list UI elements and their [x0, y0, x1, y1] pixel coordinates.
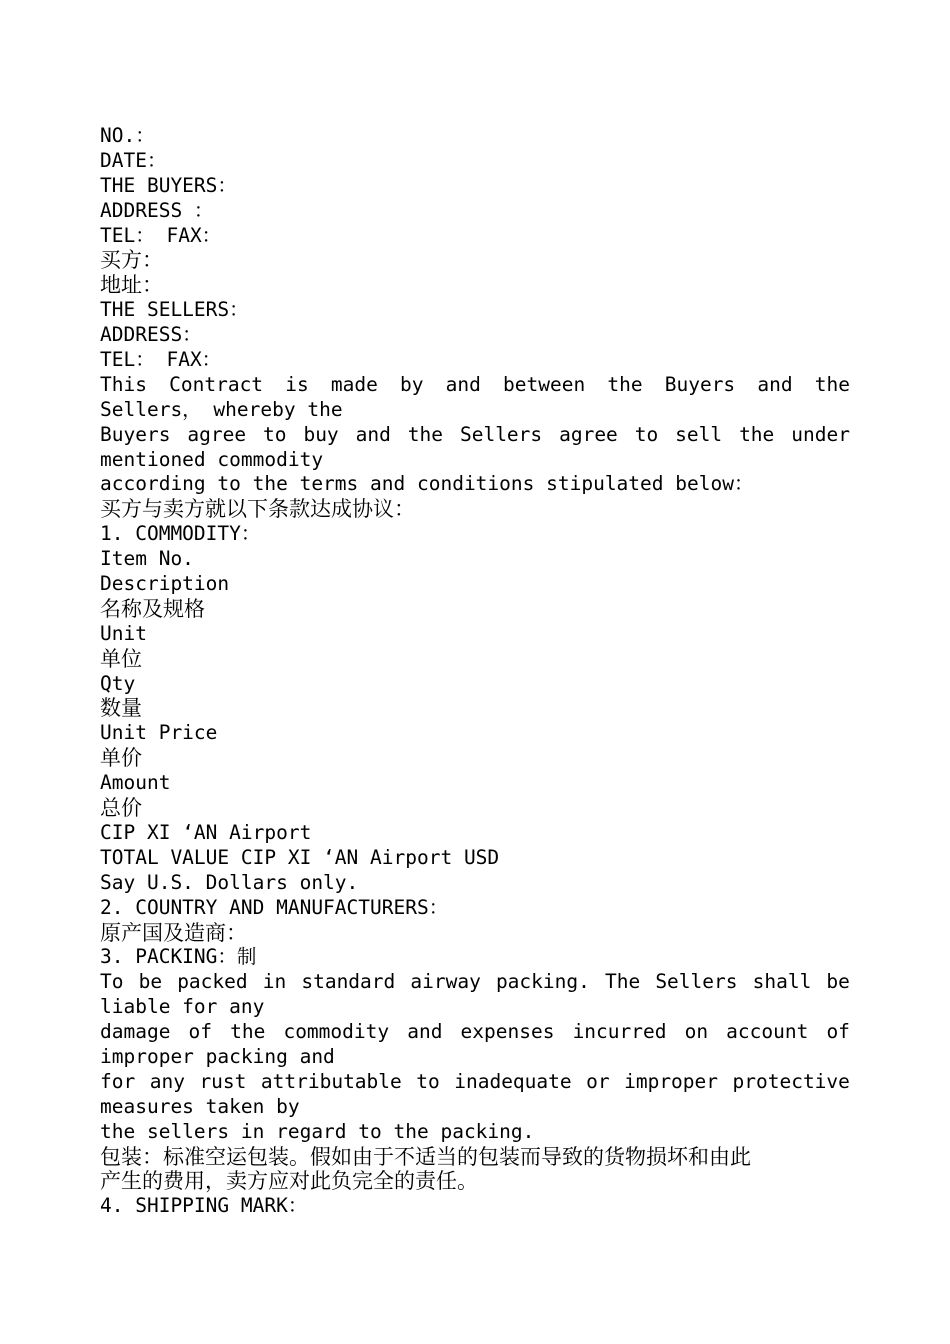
justified-word: Buyers — [664, 372, 736, 396]
justified-word: be — [138, 970, 163, 994]
commodity-heading: 1. COMMODITY： — [100, 522, 261, 546]
justified-word: made — [330, 372, 378, 396]
justified-word: commodity — [283, 1020, 390, 1044]
sellers-tel-fax: TEL： FAX： — [100, 348, 222, 372]
justified-word: to — [634, 422, 659, 446]
buyers-address: ADDRESS ： — [100, 198, 214, 222]
unit-label-cn: 单位 — [100, 646, 142, 671]
justified-word: and — [757, 372, 793, 396]
justified-word: Contract — [169, 372, 264, 396]
description-label-cn: 名称及规格 — [100, 596, 205, 621]
justified-word: be — [826, 970, 850, 994]
justified-word: account — [726, 1020, 809, 1044]
justified-word: agree — [559, 422, 618, 446]
justified-word: protective — [732, 1069, 850, 1093]
justified-word: incurred — [572, 1020, 667, 1044]
packing-line-2: liable for any — [100, 995, 265, 1019]
justified-word: the — [230, 1020, 266, 1044]
justified-word: airway — [410, 970, 481, 994]
packing-cn-line-2: 产生的费用，卖方应对此负完全的责任。 — [100, 1169, 478, 1194]
justified-word: and — [445, 372, 481, 396]
justified-word: the — [607, 372, 643, 396]
buyer-label-cn: 买方： — [100, 248, 163, 273]
justified-word: expenses — [460, 1020, 555, 1044]
justified-word: by — [399, 372, 424, 396]
justified-word: under — [791, 422, 850, 446]
unit-price-label-cn: 单价 — [100, 746, 142, 771]
packing-line-7: the sellers in regard to the packing. — [100, 1119, 535, 1143]
packing-line-5 — [100, 1070, 850, 1095]
unit-label: Unit — [100, 621, 147, 645]
justified-word: rust — [199, 1069, 247, 1093]
packing-line-3 — [100, 1020, 850, 1045]
contract-date: DATE： — [100, 148, 167, 172]
packing-cn-line-1: 包装：标准空运包装。假如由于不适当的包装而导致的货物损坏和由此 — [100, 1144, 751, 1169]
justified-word: is — [285, 372, 309, 396]
preamble-line-4: mentioned commodity — [100, 447, 324, 471]
justified-word: This — [100, 372, 147, 396]
country-heading: 2. COUNTRY AND MANUFACTURERS： — [100, 895, 449, 919]
packing-heading: 3. PACKING：制 — [100, 945, 257, 969]
justified-word: of — [826, 1020, 850, 1044]
justified-word: buy — [303, 422, 339, 446]
preamble-line-3 — [100, 423, 850, 448]
packing-line-1 — [100, 970, 850, 995]
preamble-line-cn: 买方与卖方就以下条款达成协议： — [100, 497, 415, 522]
justified-word: Buyers — [100, 422, 171, 446]
justified-word: attributable — [260, 1069, 402, 1093]
shipping-mark-heading: 4. SHIPPING MARK： — [100, 1194, 308, 1218]
justified-word: The — [604, 970, 641, 994]
preamble-line-2: Sellers， whereby the — [100, 397, 343, 421]
preamble-line-5: according to the terms and conditions stipulated below： — [100, 472, 754, 496]
unit-price-label: Unit Price — [100, 721, 218, 745]
amount-label-cn: 总价 — [100, 796, 142, 821]
justified-word: To — [100, 970, 124, 994]
preamble-line-1 — [100, 373, 850, 398]
amount-label: Amount — [100, 771, 171, 795]
justified-word: and — [355, 422, 391, 446]
description-label: Description — [100, 572, 230, 596]
justified-word: the — [739, 422, 775, 446]
justified-word: or — [586, 1069, 610, 1093]
buyers-label: THE BUYERS： — [100, 173, 237, 197]
justified-word: shall — [752, 970, 812, 994]
justified-word: inadequate — [454, 1069, 572, 1093]
justified-word: for — [100, 1069, 136, 1093]
contract-number: NO.： — [100, 124, 155, 147]
buyers-tel-fax: TEL： FAX： — [100, 223, 222, 247]
country-heading-cn: 原产国及造商： — [100, 920, 247, 945]
justified-word: the — [814, 372, 850, 396]
say-amount: Say U.S. Dollars only. — [100, 870, 359, 894]
justified-word: to — [416, 1069, 440, 1093]
justified-word: any — [149, 1069, 185, 1093]
justified-word: packing. — [495, 970, 590, 994]
sellers-address: ADDRESS： — [100, 323, 202, 347]
justified-word: standard — [301, 970, 396, 994]
justified-word: agree — [187, 422, 247, 446]
justified-word: Sellers — [459, 422, 543, 446]
sellers-label: THE SELLERS： — [100, 298, 249, 322]
qty-label-cn: 数量 — [100, 696, 142, 721]
justified-word: and — [407, 1020, 443, 1044]
address-label-cn: 地址： — [100, 273, 163, 298]
justified-word: packed — [177, 970, 248, 994]
justified-word: between — [503, 372, 586, 396]
justified-word: damage — [100, 1020, 171, 1044]
qty-label: Qty — [100, 671, 136, 695]
total-value: TOTAL VALUE CIP XI ‘AN Airport USD — [100, 845, 500, 869]
packing-line-4: improper packing and — [100, 1044, 335, 1068]
justified-word: in — [262, 970, 287, 994]
justified-word: to — [263, 422, 287, 446]
justified-word: of — [188, 1020, 213, 1044]
contract-page — [100, 124, 850, 1219]
justified-word: the — [407, 422, 444, 446]
justified-word: sell — [675, 422, 723, 446]
item-no-label: Item No. — [100, 547, 194, 571]
cip-term: CIP XI ‘AN Airport — [100, 820, 312, 844]
justified-word: Sellers — [655, 970, 738, 994]
justified-word: on — [684, 1020, 709, 1044]
justified-word: improper — [624, 1069, 719, 1093]
packing-line-6: measures taken by — [100, 1094, 300, 1118]
